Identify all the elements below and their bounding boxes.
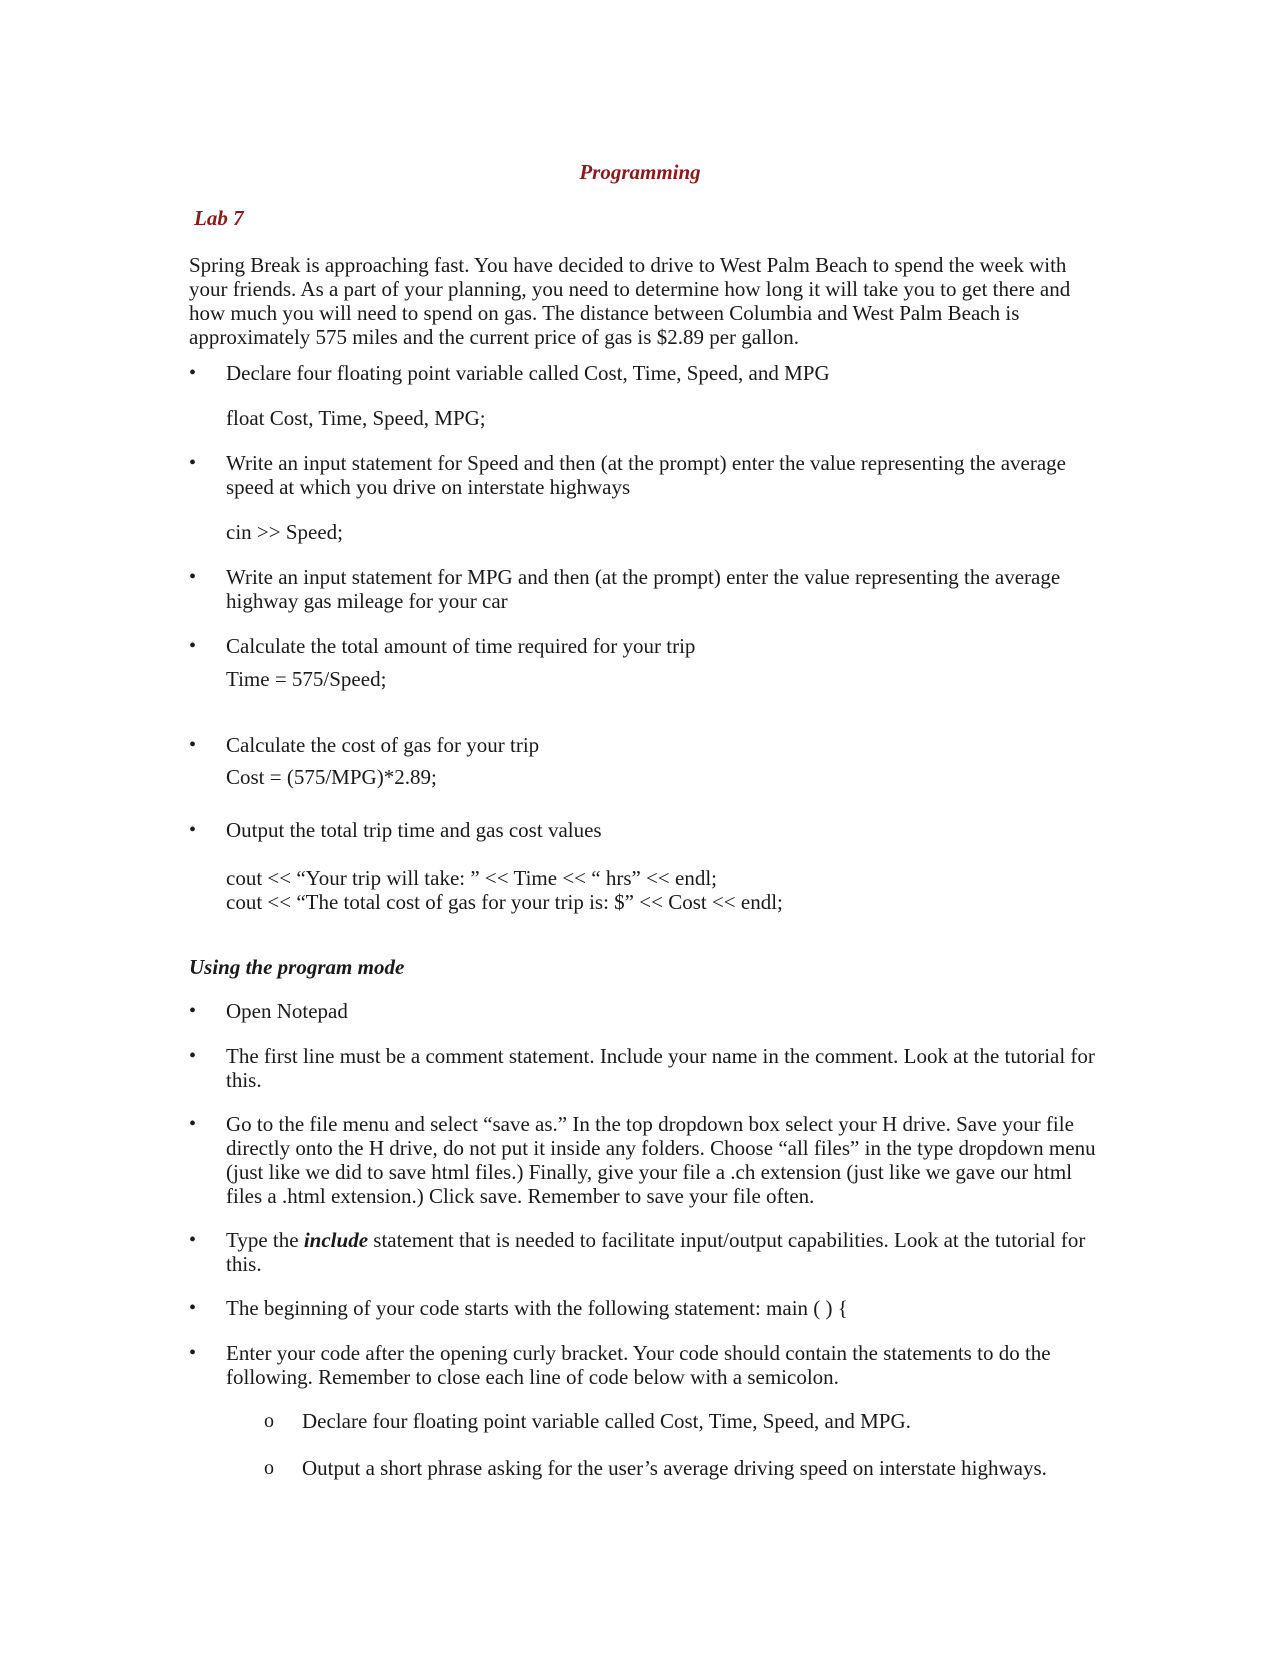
list-item-text: The beginning of your code starts with the following statement: main ( ) {: [226, 1296, 848, 1320]
list-item-text-start: Type the: [226, 1228, 304, 1252]
list-item-text: Write an input statement for MPG and then (at the prompt) enter the value representing the average highway gas mileage for your car: [226, 565, 1061, 613]
sub-bullet-icon: o: [264, 1410, 274, 1432]
bullet-icon: •: [189, 819, 197, 841]
code-line: Cost = (575/MPG)*2.89;: [226, 765, 437, 789]
list-item-text: The first line must be a comment statement. Include your name in the comment. Look at the tutorial for this.: [226, 1044, 1095, 1092]
code-line: Time = 575/Speed;: [226, 667, 387, 691]
bullet-icon: •: [189, 1342, 197, 1364]
list-item-text: Open Notepad: [226, 999, 348, 1023]
list-item-text: Calculate the cost of gas for your trip: [226, 733, 540, 757]
sub-list-item-text: Declare four floating point variable called Cost, Time, Speed, and MPG.: [302, 1409, 911, 1433]
sub-list-item-text: Output a short phrase asking for the user’s average driving speed on interstate highways.: [302, 1456, 1047, 1480]
bullet-icon: •: [189, 1045, 197, 1067]
code-line: cout << “The total cost of gas for your trip is: $” << Cost << endl;: [226, 890, 783, 914]
bullet-icon: •: [189, 1000, 197, 1022]
intro-paragraph: Spring Break is approaching fast. You have decided to drive to West Palm Beach to spend the week with your friends. As a part of your planning, you need to determine how long it will take you to get there and how much you will need to spend on gas. The distance between Columbia and West Palm Beach is approximately 575 miles and the current price of gas is $2.89 per gallon.: [189, 253, 1071, 349]
list-item-text: Go to the file menu and select “save as.” In the top dropdown box select your H drive. Save your file directly onto the H drive, do not put it inside any folders. Choose “all files” in the type dropdown menu (just like we did to save html files.) Finally, give your file a .ch extension (just like we gave our html files a .html extension.) Click save. Remember to save your file often.: [226, 1112, 1096, 1208]
bullet-icon: •: [189, 452, 197, 474]
code-line: cin >> Speed;: [226, 520, 343, 544]
list-item-text: Declare four floating point variable called Cost, Time, Speed, and MPG: [226, 361, 830, 385]
document-title: Programming: [579, 160, 701, 184]
section-heading: Using the program mode: [189, 955, 405, 979]
bullet-icon: •: [189, 1113, 197, 1135]
include-keyword: include: [303, 1228, 369, 1252]
list-item-text: [226, 1228, 1099, 1276]
code-line: cout << “Your trip will take: ” << Time << “ hrs” << endl;: [226, 866, 717, 890]
code-line: float Cost, Time, Speed, MPG;: [226, 406, 486, 430]
bullet-icon: •: [189, 1297, 197, 1319]
list-item-text: Enter your code after the opening curly bracket. Your code should contain the statements to do the following. Remember to close each line of code below with a semicolon.: [226, 1341, 1051, 1389]
bullet-icon: •: [189, 1229, 197, 1251]
list-item-text: Output the total trip time and gas cost values: [226, 818, 602, 842]
bullet-icon: •: [189, 362, 197, 384]
list-item-text: Write an input statement for Speed and then (at the prompt) enter the value representing the average speed at which you drive on interstate highways: [226, 451, 1066, 499]
list-item-text: Calculate the total amount of time required for your trip: [226, 634, 696, 658]
bullet-icon: •: [189, 566, 197, 588]
sub-bullet-icon: o: [264, 1457, 274, 1479]
bullet-icon: •: [189, 635, 197, 657]
lab-heading: Lab 7: [194, 206, 244, 230]
list-item-text-end: statement that is needed to facilitate input/output capabilities. Look at the tutorial for this.: [226, 1228, 1086, 1276]
bullet-icon: •: [189, 734, 197, 756]
